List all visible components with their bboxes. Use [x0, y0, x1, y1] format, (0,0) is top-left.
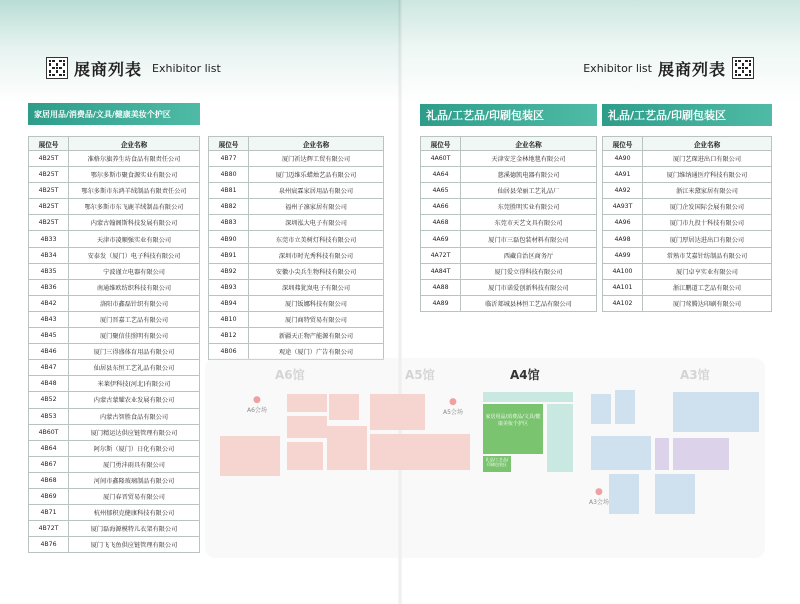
table-row: [29, 505, 200, 521]
location-pin-icon: ●: [595, 487, 603, 497]
table-row: [29, 199, 200, 215]
booth-number: 4B72T: [29, 521, 69, 537]
booth-block: [220, 436, 280, 476]
company-name: 仙居县东恒工艺礼品有限公司: [69, 360, 200, 376]
company-name: 天津市凌顺强实业有限公司: [69, 231, 200, 247]
table-row: [29, 231, 200, 247]
table-row: [209, 199, 384, 215]
table-row: [209, 263, 384, 279]
company-name: 天津安芝金林地毯有限公司: [461, 151, 597, 167]
booth-number: 4B33: [29, 231, 69, 247]
company-name: 厦门三得盛体育用品有限公司: [69, 344, 200, 360]
booth-number: 4B48: [29, 376, 69, 392]
table-row: [29, 456, 200, 472]
booth-number: 4A91: [603, 167, 643, 183]
company-name: 鄂尔多斯市东鸿羊绒制品有限责任公司: [69, 183, 200, 199]
company-name: 厦门莺腾达印刷有限公司: [643, 295, 772, 311]
table-row: [421, 247, 597, 263]
booth-number: 4A69: [421, 231, 461, 247]
exhibitor-table: [602, 136, 772, 312]
booth-number: 4A89: [421, 295, 461, 311]
table-row: [29, 344, 200, 360]
company-name: 河间市鑫隆玻璃制品有限公司: [69, 472, 200, 488]
booth-number: 4B25T: [29, 167, 69, 183]
booth-block-home-goods: 家居用品/消费品/文具/健康美妆个护区: [483, 404, 543, 454]
venue-a6: ● A6会场: [247, 395, 267, 414]
company-name: 阿尔斯（厦门）日化有限公司: [69, 440, 200, 456]
table-row: [29, 408, 200, 424]
booth-block: [370, 434, 470, 470]
table-row: [29, 424, 200, 440]
booth-number: 4A64: [421, 167, 461, 183]
booth-block: [287, 394, 327, 412]
booth-block: [483, 392, 573, 402]
table-row: [29, 521, 200, 537]
booth-number: 4A66: [421, 199, 461, 215]
company-name: 厦门晋嘉工艺品有限公司: [69, 311, 200, 327]
table-row: [29, 311, 200, 327]
company-name: 厦门精运达供应链管理有限公司: [69, 424, 200, 440]
booth-number: 4A72T: [421, 247, 461, 263]
table-row: [209, 167, 384, 183]
booth-number: 4A60T: [421, 151, 461, 167]
company-name: 厦门企发国际会展有限公司: [643, 199, 772, 215]
table-row: [603, 183, 772, 199]
table-row: [29, 440, 200, 456]
location-pin-icon: ●: [449, 397, 457, 407]
floor-map: [205, 358, 785, 558]
table-row: [421, 263, 597, 279]
qr-code-icon: [732, 57, 754, 79]
hall-label-a6: A6馆: [275, 368, 305, 382]
booth-number: 4B82: [209, 199, 249, 215]
column-header-company: 企业名称: [643, 137, 772, 151]
column-header-booth: 展位号: [603, 137, 643, 151]
company-name: 洛阳市鑫磊针织有限公司: [69, 295, 200, 311]
table-row: [209, 151, 384, 167]
table-row: [29, 247, 200, 263]
exhibitor-table: [420, 136, 597, 312]
table-row: [29, 295, 200, 311]
company-name: 杭州郁积克健康科技有限公司: [69, 505, 200, 521]
table-row: [421, 215, 597, 231]
table-row: [29, 151, 200, 167]
table-row: [421, 231, 597, 247]
table-row: [603, 167, 772, 183]
booth-number: 4B94: [209, 295, 249, 311]
booth-number: 4B67: [29, 456, 69, 472]
header-right: [583, 55, 754, 81]
booth-number: 4B83: [209, 215, 249, 231]
booth-block: [655, 474, 695, 514]
booth-block: [609, 474, 639, 514]
table-row: [29, 537, 200, 553]
table-row: [29, 328, 200, 344]
exhibitor-table: [28, 136, 200, 553]
section-title-gifts: 礼品/工艺品/印刷包装区: [420, 104, 597, 126]
section-title-gifts: 礼品/工艺品/印刷包装区: [602, 104, 772, 126]
company-name: 厦门市九投十科技有限公司: [643, 215, 772, 231]
booth-number: 4B25T: [29, 199, 69, 215]
table-row: [29, 392, 200, 408]
booth-block-gifts: 礼品/工艺品/印刷包装区: [483, 456, 511, 472]
company-name: 鄂尔多斯市聚食源实业有限公司: [69, 167, 200, 183]
booth-number: 4B80: [209, 167, 249, 183]
booth-block: [591, 394, 611, 424]
table-row: [209, 247, 384, 263]
table-row: [29, 167, 200, 183]
column-header-booth: 展位号: [209, 137, 249, 151]
company-name: 福州子凛家居有限公司: [249, 199, 384, 215]
booth-number: 4B68: [29, 472, 69, 488]
company-name: 宁波谨立电器有限公司: [69, 263, 200, 279]
company-name: 准格尔旗养生坊食品有限责任公司: [69, 151, 200, 167]
page-title-cn: 展商列表: [657, 59, 726, 79]
booth-number: 4B25T: [29, 183, 69, 199]
booth-number: 4B71: [29, 505, 69, 521]
company-name: 厦门维纳通医疗科技有限公司: [643, 167, 772, 183]
booth-block: [591, 436, 651, 470]
column-header-booth: 展位号: [29, 137, 69, 151]
booth-number: 4A101: [603, 279, 643, 295]
table-row: [209, 328, 384, 344]
booth-number: 4B46: [29, 344, 69, 360]
company-name: 米莱伊科技(河北)有限公司: [69, 376, 200, 392]
table-row: [29, 488, 200, 504]
booth-number: 4B42: [29, 295, 69, 311]
booth-number: 4B25T: [29, 151, 69, 167]
company-name: 观途（厦门）广告有限公司: [249, 344, 384, 360]
venue-a5: ● A5会场: [443, 397, 463, 416]
company-name: 南通维欧纺织科技有限公司: [69, 279, 200, 295]
booth-number: 4A93T: [603, 199, 643, 215]
booth-block: [547, 404, 573, 472]
company-name: 厦门磊海源模特儿衣架有限公司: [69, 521, 200, 537]
table-row: [603, 215, 772, 231]
qr-code-icon: [46, 57, 68, 79]
column-header-company: 企业名称: [461, 137, 597, 151]
table-row: [603, 199, 772, 215]
booth-number: 4A90: [603, 151, 643, 167]
booth-block: [287, 442, 323, 470]
booth-number: 4B36: [29, 279, 69, 295]
booth-number: 4B60T: [29, 424, 69, 440]
booth-number: 4A98: [603, 231, 643, 247]
company-name: 深圳弗犹岚电子有限公司: [249, 279, 384, 295]
booth-number: 4B06: [209, 344, 249, 360]
company-name: 厦门钣娜科技有限公司: [249, 295, 384, 311]
table-row: [603, 263, 772, 279]
booth-number: 4B81: [209, 183, 249, 199]
table-row: [29, 215, 200, 231]
booth-number: 4A100: [603, 263, 643, 279]
company-name: 厦门卓亨实业有限公司: [643, 263, 772, 279]
booth-number: 4A65: [421, 183, 461, 199]
company-name: 厦门聚信佳照明有限公司: [69, 328, 200, 344]
table-row: [209, 231, 384, 247]
table-row: [603, 151, 772, 167]
company-name: 厦门飞飞鱼供应链管理有限公司: [69, 537, 200, 553]
company-name: 浙江米黛家居有限公司: [643, 183, 772, 199]
booth-number: 4B77: [209, 151, 249, 167]
booth-block: [327, 426, 367, 470]
company-name: 浙江鹏道工艺品有限公司: [643, 279, 772, 295]
company-name: 东莞市立美树灯科技有限公司: [249, 231, 384, 247]
booth-number: 4B25T: [29, 215, 69, 231]
company-name: 厦门市诺爱创新科技有限公司: [461, 279, 597, 295]
company-name: 厦门迈维乐蜡烛艺品有限公司: [249, 167, 384, 183]
booth-number: 4B45: [29, 328, 69, 344]
company-name: 厦门春晋贸易有限公司: [69, 488, 200, 504]
column-header-company: 企业名称: [69, 137, 200, 151]
company-name: 厦门商特贸易有限公司: [249, 311, 384, 327]
booth-number: 4B12: [209, 328, 249, 344]
booth-number: 4A68: [421, 215, 461, 231]
company-name: 仙居县荣丽工艺礼品厂: [461, 183, 597, 199]
company-name: 厦门勇沣雨具有限公司: [69, 456, 200, 472]
booth-number: 4B52: [29, 392, 69, 408]
page-title-en: Exhibitor list: [152, 61, 221, 75]
company-name: 安徽小尖兵生物科技有限公司: [249, 263, 384, 279]
page-title-en: Exhibitor list: [583, 61, 652, 75]
booth-block: [655, 438, 669, 470]
hall-label-a5: A5馆: [405, 368, 435, 382]
company-name: 厦门祈达辉工贸有限公司: [249, 151, 384, 167]
company-name: 厦门艺琛进出口有限公司: [643, 151, 772, 167]
table-row: [209, 183, 384, 199]
company-name: 西藏自治区商务厅: [461, 247, 597, 263]
booth-number: 4B64: [29, 440, 69, 456]
booth-block: [673, 438, 729, 470]
page-title-cn: 展商列表: [74, 59, 143, 79]
booth-number: 4B92: [209, 263, 249, 279]
location-pin-icon: ●: [253, 395, 261, 405]
company-name: 深圳泓大电子有限公司: [249, 215, 384, 231]
booth-number: 4B91: [209, 247, 249, 263]
section-title-home-goods: 家居用品/消费品/文具/健康美妆个护区: [28, 103, 200, 125]
company-name: 厦门厚居达进出口有限公司: [643, 231, 772, 247]
hall-label-a4: A4馆: [510, 368, 540, 382]
booth-number: 4B76: [29, 537, 69, 553]
table-row: [29, 183, 200, 199]
table-row: [29, 472, 200, 488]
company-name: 厦门市三磊包装材料有限公司: [461, 231, 597, 247]
company-name: 鄂尔多斯市东飞鹿羊绒制品有限公司: [69, 199, 200, 215]
table-row: [603, 295, 772, 311]
booth-number: 4B69: [29, 488, 69, 504]
table-row: [29, 279, 200, 295]
company-name: 泉州宸霖家居用品有限公司: [249, 183, 384, 199]
hall-label-a3: A3馆: [680, 368, 710, 382]
table-row: [209, 215, 384, 231]
booth-number: 4B47: [29, 360, 69, 376]
booth-number: 4A99: [603, 247, 643, 263]
company-name: 安泰发（厦门）电子科技有限公司: [69, 247, 200, 263]
table-row: [209, 295, 384, 311]
booth-number: 4B90: [209, 231, 249, 247]
booth-block: [287, 416, 327, 438]
table-row: [29, 263, 200, 279]
company-name: 新疆天正物产能源有限公司: [249, 328, 384, 344]
table-row: [603, 231, 772, 247]
booth-number: 4B35: [29, 263, 69, 279]
booth-block: [673, 392, 759, 432]
company-name: 深圳市时光秀科技有限公司: [249, 247, 384, 263]
table-row: [29, 360, 200, 376]
table-row: [421, 151, 597, 167]
table-row: [209, 279, 384, 295]
booth-block: [329, 394, 359, 420]
company-name: 东莞市天艺文具有限公司: [461, 215, 597, 231]
company-name: 厦门爱立得科技有限公司: [461, 263, 597, 279]
company-name: 东莞胜明实业有限公司: [461, 199, 597, 215]
booth-number: 4B53: [29, 408, 69, 424]
table-row: [421, 199, 597, 215]
company-name: 常熟市艾嘉针纺制品有限公司: [643, 247, 772, 263]
table-row: [209, 311, 384, 327]
table-row: [29, 376, 200, 392]
booth-number: 4B93: [209, 279, 249, 295]
header-left: [46, 55, 221, 81]
table-row: [421, 279, 597, 295]
booth-block: [370, 394, 425, 430]
venue-a3: ● A3会场: [589, 487, 609, 506]
booth-number: 4A96: [603, 215, 643, 231]
booth-number: 4A92: [603, 183, 643, 199]
company-name: 慈溪德凯电器有限公司: [461, 167, 597, 183]
exhibitor-table: [208, 136, 384, 360]
company-name: 内蒙古蒙耀农业发展有限公司: [69, 392, 200, 408]
booth-number: 4A84T: [421, 263, 461, 279]
table-row: [421, 167, 597, 183]
booth-block: [615, 390, 635, 424]
table-row: [421, 183, 597, 199]
booth-number: 4A102: [603, 295, 643, 311]
table-row: [421, 295, 597, 311]
company-name: 临沂郯城县林恒工艺品有限公司: [461, 295, 597, 311]
company-name: 内蒙古翰阁斯科技发展有限公司: [69, 215, 200, 231]
company-name: 内蒙古智胜食品有限公司: [69, 408, 200, 424]
table-row: [603, 247, 772, 263]
column-header-booth: 展位号: [421, 137, 461, 151]
column-header-company: 企业名称: [249, 137, 384, 151]
booth-number: 4B10: [209, 311, 249, 327]
booth-number: 4B43: [29, 311, 69, 327]
table-row: [603, 279, 772, 295]
booth-number: 4A88: [421, 279, 461, 295]
booth-number: 4B34: [29, 247, 69, 263]
